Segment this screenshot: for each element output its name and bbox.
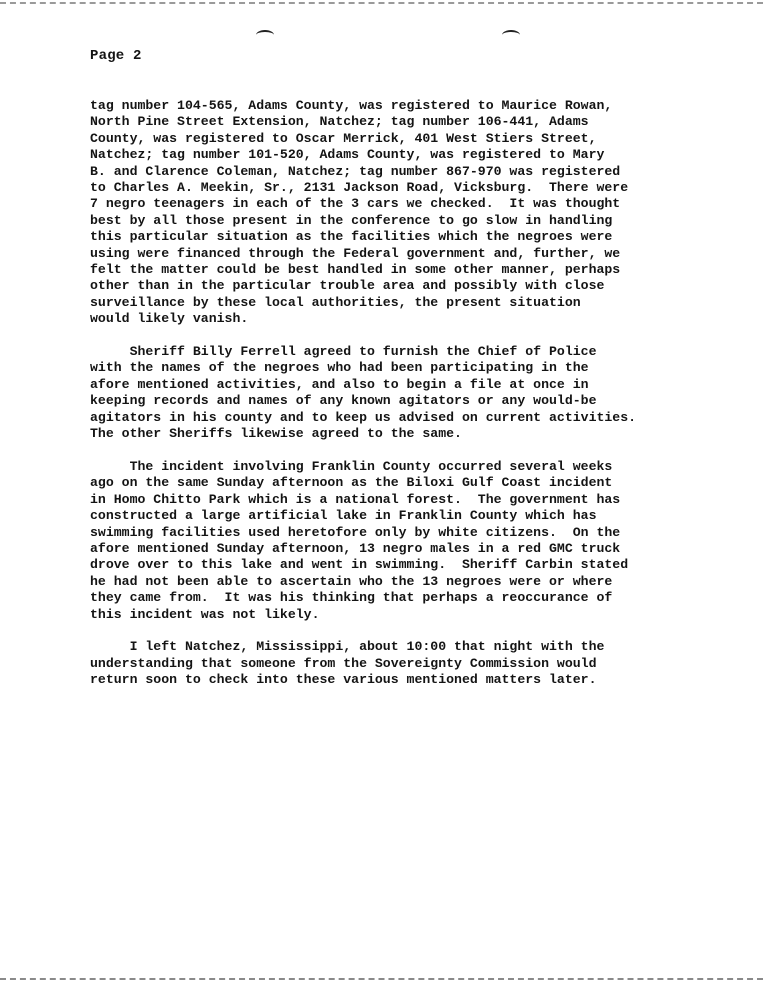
text-line: B. and Clarence Coleman, Natchez; tag number 867-970 was registered [90,163,621,179]
bottom-edge-border [0,978,763,980]
text-line: with the names of the negroes who had been participating in the [90,360,589,376]
punch-hole-mark-right [502,30,520,40]
paragraph-4 [90,639,730,688]
text-line: North Pine Street Extension, Natchez; tag number 106-441, Adams [90,114,589,130]
text-line: keeping records and names of any known agitators or any would-be [90,393,597,409]
punch-hole-mark-left [256,30,274,40]
paragraph-3 [90,459,730,623]
text-line: ago on the same Sunday afternoon as the Biloxi Gulf Coast incident [90,475,613,491]
text-line: other than in the particular trouble area and possibly with close [90,278,605,294]
text-line: best by all those present in the conference to go slow in handling [90,212,613,228]
text-line: drove over to this lake and went in swimming. Sheriff Carbin stated [90,557,629,573]
paragraph-1 [90,98,730,328]
text-line: County, was registered to Oscar Merrick, 401 West Stiers Street, [90,130,597,146]
text-line: they came from. It was his thinking that perhaps a reoccurance of [90,590,613,606]
text-line: using were financed through the Federal government and, further, we [90,245,621,261]
text-line: to Charles A. Meekin, Sr., 2131 Jackson Road, Vicksburg. There were [90,180,629,196]
text-line: afore mentioned activities, and also to begin a file at once in [90,376,589,392]
text-line: Natchez; tag number 101-520, Adams County, was registered to Mary [90,147,605,163]
page-number-label: Page 2 [90,48,142,64]
text-line: swimming facilities used heretofore only by white citizens. On the [90,524,621,540]
text-line: he had not been able to ascertain who the 13 negroes were or where [90,573,613,589]
text-line: I left Natchez, Mississippi, about 10:00 that night with the [90,639,605,655]
text-line: surveillance by these local authorities, the present situation [90,294,581,310]
text-line: constructed a large artificial lake in Franklin County which has [90,508,597,524]
text-line: this incident was not likely. [90,606,320,622]
text-line: understanding that someone from the Sovereignty Commission would [90,655,597,671]
text-line: 7 negro teenagers in each of the 3 cars we checked. It was thought [90,196,621,212]
top-edge-border [0,2,763,4]
text-line: The other Sheriffs likewise agreed to the same. [90,426,462,442]
paragraph-2 [90,344,730,442]
text-line: this particular situation as the facilities which the negroes were [90,229,613,245]
text-line: agitators in his county and to keep us advised on current activities. [90,409,637,425]
text-line: The incident involving Franklin County occurred several weeks [90,458,613,474]
text-line: felt the matter could be best handled in some other manner, perhaps [90,262,621,278]
text-line: return soon to check into these various mentioned matters later. [90,672,597,688]
text-line: Sheriff Billy Ferrell agreed to furnish the Chief of Police [90,344,597,360]
text-line: would likely vanish. [90,311,249,327]
text-line: in Homo Chitto Park which is a national forest. The government has [90,491,621,507]
text-line: afore mentioned Sunday afternoon, 13 negro males in a red GMC truck [90,540,621,556]
document-body [90,98,730,705]
text-line: tag number 104-565, Adams County, was registered to Maurice Rowan, [90,98,613,113]
